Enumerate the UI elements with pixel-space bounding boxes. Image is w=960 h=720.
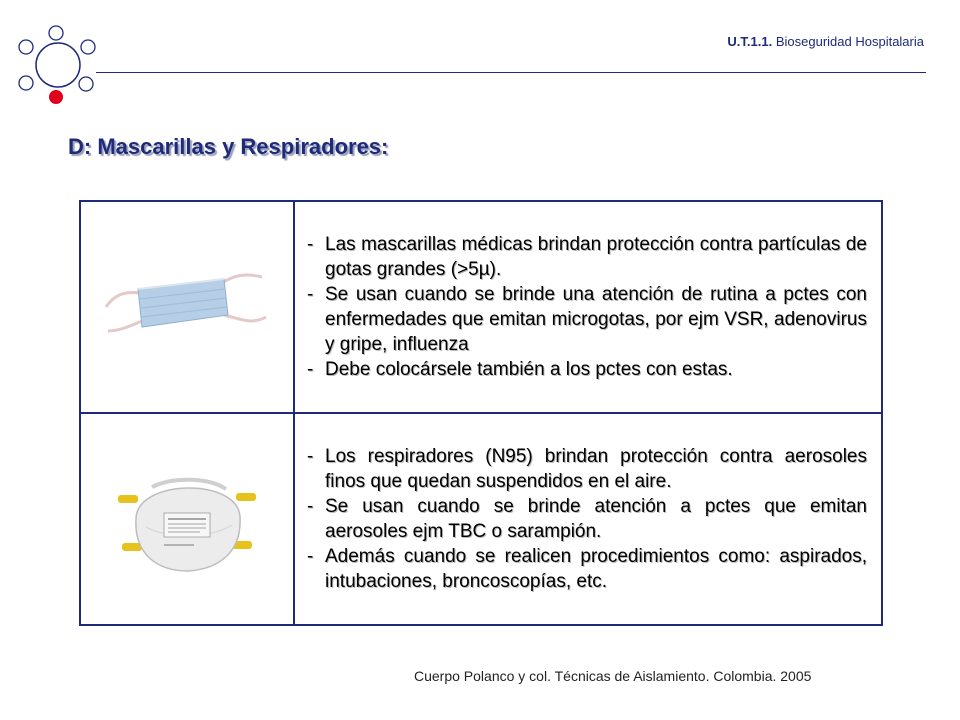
logo-center-circle [36,43,80,87]
bullet-list [307,444,867,594]
logo-bottomright-circle [79,77,93,91]
n95-respirator-image [112,457,262,577]
logo-bottomleft-circle [19,76,33,90]
table-row [80,413,882,625]
text-cell [294,413,882,625]
logo-top-circle [49,26,63,40]
bullet-list [307,232,867,382]
list-item: - Se usan cuando se brinde una atención de rutina a pctes con enfermedades que emitan microgotas, por ejm VSR, adenovirus y gripe, influenza [307,282,867,357]
list-item: - Se usan cuando se brinde atención a pctes que emitan aerosoles ejm TBC o sarampión. [307,494,867,544]
image-cell [80,201,294,413]
header-title [727,34,924,49]
surgical-mask-image [102,255,272,355]
logo-red-dot [49,90,63,104]
logo-left-circle [19,40,33,54]
list-item: - Además cuando se realicen procedimientos como: aspirados, intubaciones, broncoscopías, etc. [307,544,867,594]
logo-right-circle [81,40,95,54]
header-divider [96,72,926,73]
content-table [79,200,883,626]
logo-circles-icon [10,20,110,110]
text-cell [294,201,882,413]
list-item: - Los respiradores (N95) brindan protección contra aerosoles finos que quedan suspendidos en el aire. [307,444,867,494]
image-cell [80,413,294,625]
citation-footer: Cuerpo Polanco y col. Técnicas de Aislamiento. Colombia. 2005 [414,668,812,684]
header-code: U.T.1.1. [727,34,773,49]
list-item: - Las mascarillas médicas brindan protección contra partículas de gotas grandes (>5µ). [307,232,867,282]
slide-title: D: Mascarillas y Respiradores: [68,134,389,159]
table-row [80,201,882,413]
list-item: - Debe colocársele también a los pctes con estas. [307,357,867,382]
header-subject: Bioseguridad Hospitalaria [775,34,924,49]
